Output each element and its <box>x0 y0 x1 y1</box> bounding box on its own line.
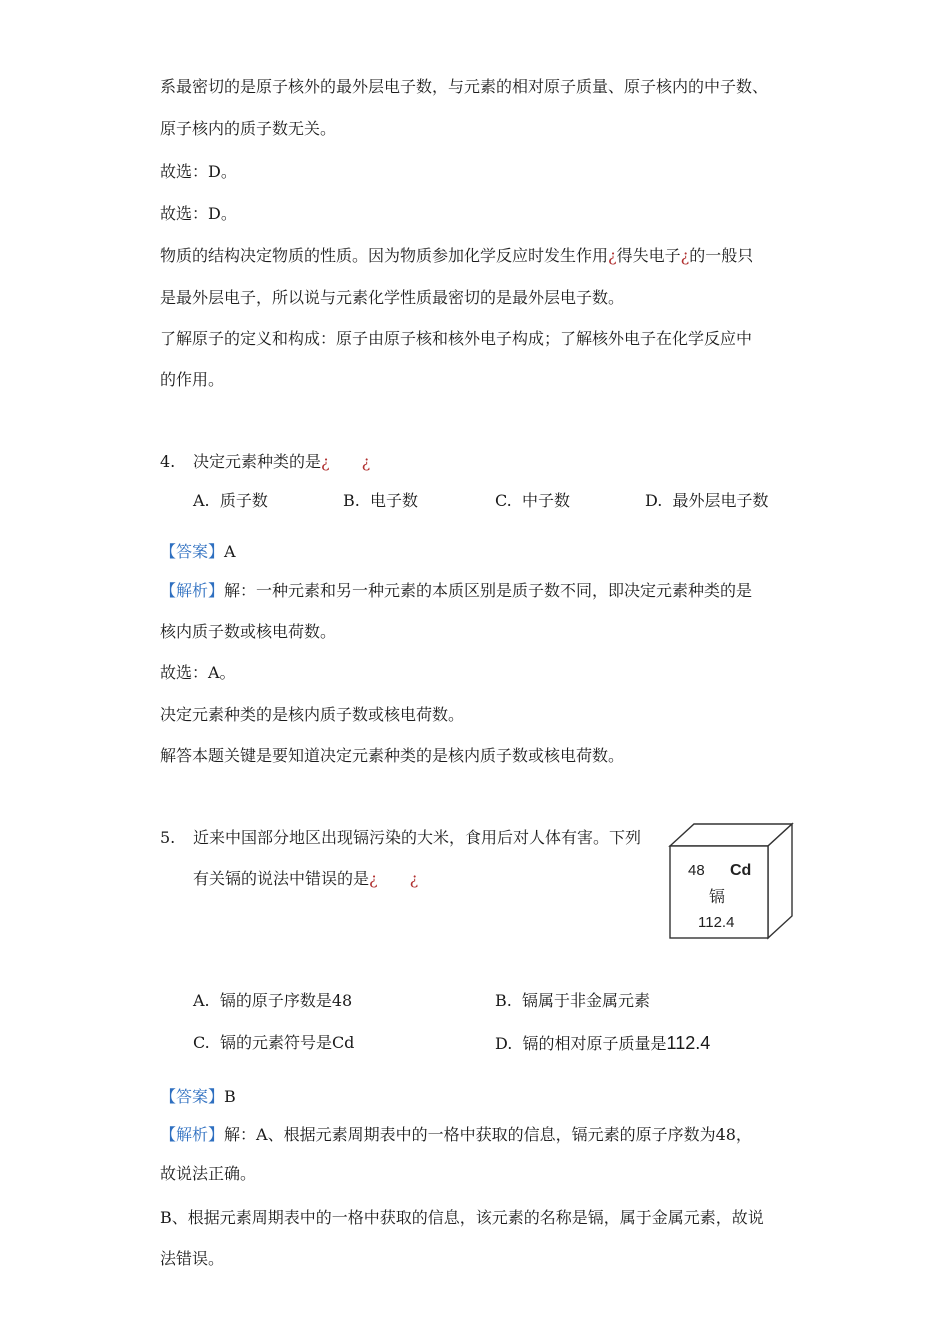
answer-tag: 【答案】 <box>160 542 225 561</box>
element-symbol: Cd <box>730 862 752 879</box>
analysis-line: 【解析】解：一种元素和另一种元素的本质区别是质子数不同，即决定元素种类的是 <box>160 581 753 600</box>
choose-line: 故选：D。 <box>160 162 237 181</box>
inverted-question-mark: ¿ <box>369 869 378 888</box>
choose-line: 故选：A。 <box>160 663 236 682</box>
answer-tag: 【答案】 <box>160 1087 225 1106</box>
option-c: C. 中子数 <box>495 491 570 510</box>
inverted-question-mark: ¿ <box>608 246 617 265</box>
answer-line <box>160 541 236 563</box>
analysis-line: B、根据元素周期表中的一格中获取的信息，该元素的名称是镉，属于金属元素，故说 <box>160 1208 764 1227</box>
answer-line <box>160 1086 236 1108</box>
element-cell-figure <box>668 822 794 940</box>
inverted-question-mark: ¿ <box>680 246 690 265</box>
analysis-line: 法错误。 <box>160 1249 225 1268</box>
option-d: D. 最外层电子数 <box>645 491 769 510</box>
text-line: 系最密切的是原子核外的最外层电子数，与元素的相对原子质量、原子核内的中子数、 <box>160 77 769 96</box>
answer-value: A <box>224 542 236 561</box>
inverted-question-mark: ¿ <box>321 452 330 471</box>
inverted-question-mark: ¿ <box>409 869 419 888</box>
analysis-tag: 【解析】 <box>160 581 225 600</box>
atomic-mass-value: 112.4 <box>666 1033 711 1053</box>
option-a: A. 镉的原子序数是48 <box>193 991 353 1010</box>
point-line: 决定元素种类的是核内质子数或核电荷数。 <box>160 705 465 724</box>
inverted-question-mark: ¿ <box>361 452 371 471</box>
analysis-line: 物质的结构决定物质的性质。因为物质参加化学反应时发生作用¿得失电子¿的一般只 <box>160 246 754 265</box>
question-text: 决定元素种类的是¿ ¿ <box>193 452 371 471</box>
review-line: 的作用。 <box>160 370 225 389</box>
key-line: 解答本题关键是要知道决定元素种类的是核内质子数或核电荷数。 <box>160 746 625 765</box>
option-d: D. 镉的相对原子质量是112.4 <box>495 1033 711 1053</box>
analysis-line: 是最外层电子，所以说与元素化学性质最密切的是最外层电子数。 <box>160 288 625 307</box>
analysis-line: 故说法正确。 <box>160 1164 257 1183</box>
answer-value: B <box>224 1087 236 1106</box>
analysis-line: 核内质子数或核电荷数。 <box>160 622 337 641</box>
analysis-line: 【解析】解：A、根据元素周期表中的一格中获取的信息，镉元素的原子序数为48， <box>160 1125 752 1144</box>
atomic-mass: 112.4 <box>698 914 735 931</box>
text-line: 原子核内的质子数无关。 <box>160 119 337 138</box>
analysis-tag: 【解析】 <box>160 1125 225 1144</box>
question-text: 有关镉的说法中错误的是¿ ¿ <box>193 869 419 888</box>
element-name: 镉 <box>709 887 726 906</box>
option-b: B. 镉属于非金属元素 <box>495 991 651 1010</box>
option-c: C. 镉的元素符号是Cd <box>193 1033 355 1052</box>
option-a: A. 质子数 <box>193 491 268 510</box>
question-number: 5. <box>160 828 176 847</box>
review-line: 了解原子的定义和构成：原子由原子核和核外电子构成；了解核外电子在化学反应中 <box>160 329 753 348</box>
question-text: 近来中国部分地区出现镉污染的大米，食用后对人体有害。下列 <box>193 828 642 847</box>
option-b: B. 电子数 <box>343 491 419 510</box>
choose-line: 故选：D。 <box>160 204 237 223</box>
question-number: 4. <box>160 452 176 471</box>
atomic-number: 48 <box>688 862 705 879</box>
